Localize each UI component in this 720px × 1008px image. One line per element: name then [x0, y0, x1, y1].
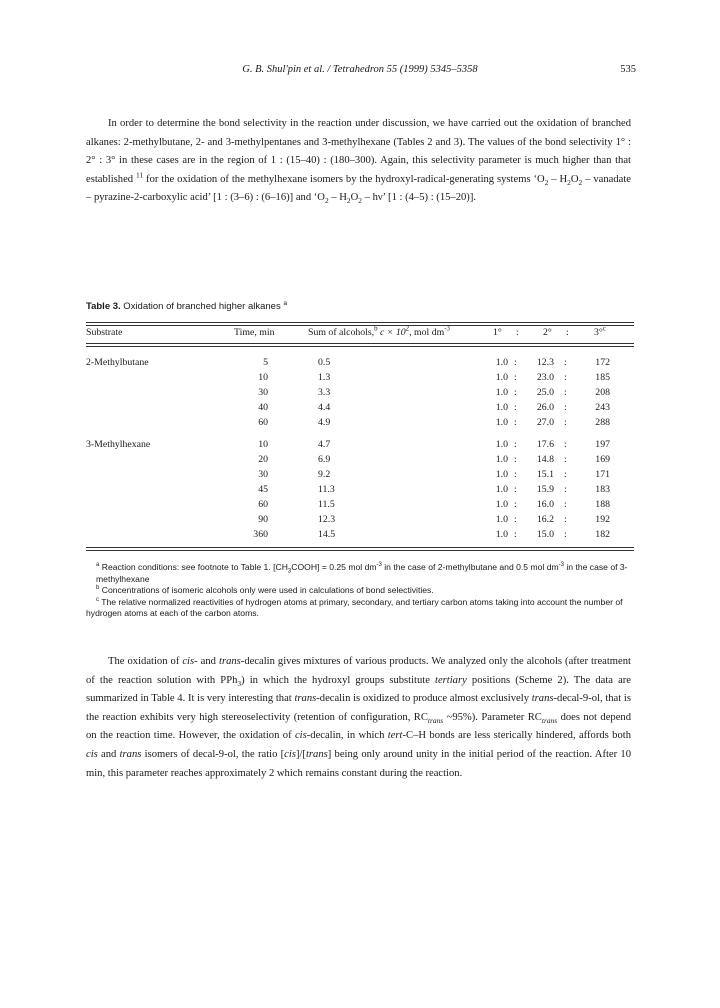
- header-substrate: Substrate: [86, 327, 123, 338]
- reference-mark: 11: [136, 170, 144, 180]
- table-row: 10 4.7 1.0 : 17.6 : 197: [258, 439, 610, 450]
- table-footnotes: [86, 562, 634, 620]
- table-row: 60 4.9 1.0 : 27.0 : 288: [258, 417, 610, 428]
- table-rule: [86, 547, 634, 548]
- footnote-c: $^c$ The relative normalized reactivities of hydrogen atoms at primary, secondary, and tertiary carbon atoms taking into account the number of hydrogen atoms at each of the carbon atoms.: [86, 596, 623, 619]
- header-time: Time, min: [234, 327, 275, 338]
- header-secondary: 2°: [543, 327, 552, 338]
- table-rule: [86, 550, 634, 551]
- table-caption: Table 3. Oxidation of branched higher alkanes $^a$: [86, 299, 288, 312]
- footnote-a: $^a$ Reaction conditions: see footnote to Table 1. $[CH_3COOH] = 0.25$ mol $dm^{-3}$ in the case of 2-methylbutane and 0.5 mol $dm^{-3}$ in the case of 3-methylhexane: [96, 562, 628, 584]
- footnote-b: $^b$ Concentrations of isomeric alcohols only were used in calculations of bond selectivities.: [96, 585, 434, 596]
- paragraph-decalin-oxidation: The oxidation of cis- and trans-decalin gives mixtures of various products. We analyzed only the alcohols (after treatment of the reaction solution with PPh$_3$) in which the hydroxyl groups substitute tertiary positions (Scheme 2). The data are summarized in Table 4. It is very interesting that trans-decalin is oxidized to produce almost exclusively trans-decal-9-ol, that is the reaction exhibits very high stereoselectivity (retention of configuration, $RC_{trans}$ ~95%). Parameter $RC_{trans}$ does not depend on the reaction time. However, the oxidation of cis-decalin, in which tert-C–H bonds are less sterically hindered, affords both cis and trans isomers of decal-9-ol, the ratio [cis]/[trans] being only around unity in the initial period of the reaction. After 10 min, this parameter reaches approximately 2 which remains constant during the reaction.: [86, 656, 632, 779]
- page-header: [0, 64, 720, 80]
- table-rule: [86, 322, 634, 323]
- table-rule: [86, 346, 634, 347]
- table-rule: [86, 325, 634, 326]
- table-row: 10 1.3 1.0 : 23.0 : 185: [258, 372, 610, 383]
- page-number: 535: [620, 64, 636, 75]
- substrate-cell: 2-Methylbutane: [86, 357, 149, 368]
- table-row: 360 14.5 1.0 : 15.0 : 182: [253, 529, 610, 540]
- table-row: 30 3.3 1.0 : 25.0 : 208: [258, 387, 610, 398]
- running-head: G. B. Shul'pin et al. / Tetrahedron 55 (1999) 5345–5358: [242, 64, 478, 75]
- substrate-cell: 3-Methylhexane: [86, 439, 151, 450]
- table-header-row: [86, 327, 634, 341]
- table-row: 60 11.5 1.0 : 16.0 : 188: [258, 499, 610, 510]
- table-row: 30 9.2 1.0 : 15.1 : 171: [258, 469, 610, 480]
- header-primary: 1°: [493, 327, 502, 338]
- table-row: 45 11.3 1.0 : 15.9 : 183: [258, 484, 610, 495]
- paragraph-bond-selectivity: In order to determine the bond selectivity in the reaction under discussion, we have carried out the oxidation of branched alkanes: 2-methylbutane, 2- and 3-methylpentanes and 3-methylhexane (Tables 2 and 3). The values of the bond selectivity 1° : 2° : 3° in these cases are in the region of 1 : (15–40) : (180–300). Again, this selectivity parameter is much higher than that established $^{11}$ for the oxidation of the methylhexane isomers by the hydroxyl-radical-generating systems ‘$O_2 - H_2O_2$ – vanadate – pyrazine-2-carboxylic acid’ [1 : (3–6) : (6–16)] and ‘$O_2 - H_2O_2$ – hν’ [1 : (4–5) : (15–20)].: [86, 118, 631, 206]
- header-colon: :: [566, 327, 569, 338]
- table-rule: [86, 343, 634, 344]
- table-3: [86, 299, 634, 540]
- table-row: 40 4.4 1.0 : 26.0 : 243: [258, 402, 610, 413]
- table-row: 90 12.3 1.0 : 16.2 : 192: [258, 514, 610, 525]
- table-row: 20 6.9 1.0 : 14.8 : 169: [258, 454, 610, 465]
- header-tertiary: 3°$^c$: [594, 325, 606, 338]
- header-colon: :: [516, 327, 519, 338]
- header-sum-alcohols: Sum of alcohols,$^b$ $c \times 10^2$, mol $dm^{-3}$: [308, 325, 450, 338]
- table-row: 5 0.5 1.0 : 12.3 : 172: [263, 357, 610, 368]
